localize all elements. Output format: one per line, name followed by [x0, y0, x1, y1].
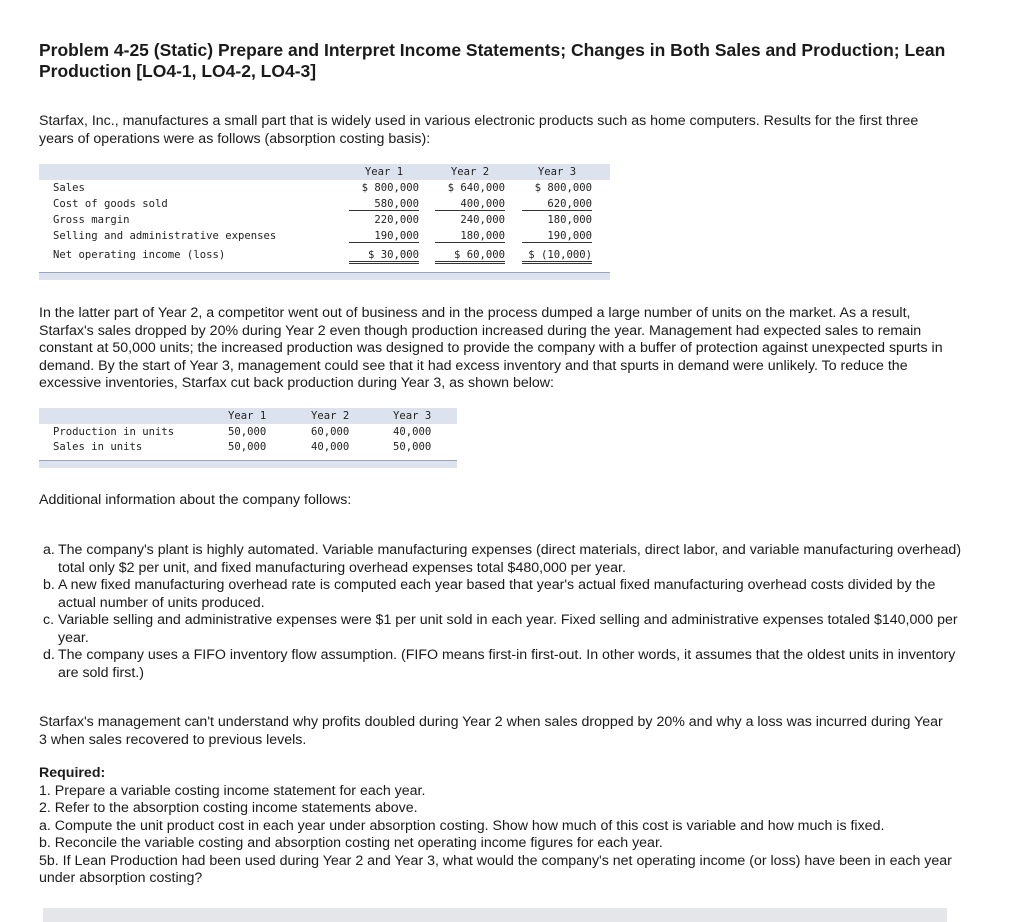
row-label: Production in units — [53, 426, 175, 438]
table-row — [39, 182, 610, 197]
cell-value: 40,000 — [311, 441, 350, 453]
intro-paragraph: Starfax, Inc., manufactures a small part that is widely used in various electronic products such as home computers. Results for the first three years of operations were as follows (absorption costing basis): — [39, 113, 919, 147]
problem-title: Problem 4-25 (Static) Prepare and Interpret Income Statements; Changes in Both Sales and Production; Lean Production [LO4-1, LO4-2, LO4-3] — [39, 40, 946, 81]
list-item-text: A new fixed manufacturing overhead rate is computed each year based that year's actual fixed manufacturing overhead costs divided by the actual number of units produced. — [58, 577, 936, 611]
row-label: Net operating income (loss) — [53, 249, 226, 261]
table-row — [39, 249, 610, 264]
cell-value: $ 800,000 — [361, 182, 419, 194]
cell-value: 400,000 — [435, 198, 505, 211]
row-label: Sales in units — [53, 441, 143, 453]
cell-value: $ 30,000 — [349, 249, 419, 264]
table-row — [39, 214, 610, 229]
column-header-year-3: Year 3 — [393, 410, 432, 422]
list-item — [43, 542, 963, 577]
cell-value: $ (10,000) — [522, 249, 592, 264]
required-section — [39, 765, 964, 888]
additional-info-heading: Additional information about the company follows: — [39, 492, 352, 508]
column-header-year-1: Year 1 — [364, 166, 404, 178]
column-header-year-2: Year 2 — [450, 166, 490, 178]
cell-value: 180,000 — [435, 230, 505, 243]
cell-value: $ 60,000 — [435, 249, 505, 264]
table-header-row — [39, 166, 610, 181]
row-label: Cost of goods sold — [53, 198, 168, 210]
list-marker: b. — [43, 577, 55, 593]
required-line: 2. Refer to the absorption costing income statements above. — [39, 800, 418, 816]
management-paragraph: Starfax's management can't understand why profits doubled during Year 2 when sales dropped by 20% and why a loss was incurred during Year 3 when sales recovered to previous levels. — [39, 714, 943, 748]
cell-value: 40,000 — [393, 426, 432, 438]
cell-value: 220,000 — [374, 214, 419, 226]
list-item-text: The company's plant is highly automated. Variable manufacturing expenses (direct materials, direct labor, and variable manufacturing overhead) total only $2 per unit, and fixed manufacturing overhead expenses total $480,000 per year. — [58, 542, 962, 576]
list-marker: d. — [43, 647, 55, 663]
table-row — [39, 426, 457, 441]
table-header-row — [39, 410, 457, 425]
cell-value: 50,000 — [228, 441, 267, 453]
column-header-year-3: Year 3 — [537, 166, 577, 178]
list-item — [43, 577, 963, 612]
cell-value: $ 800,000 — [534, 182, 592, 194]
required-line: a. Compute the unit product cost in each year under absorption costing. Show how much of this cost is variable and how much is fixed. — [39, 817, 885, 834]
list-item — [43, 612, 963, 647]
table-footer-bar — [39, 272, 610, 280]
required-heading: Required: — [39, 765, 106, 781]
list-item — [43, 647, 963, 682]
bottom-scroll-bar[interactable] — [43, 908, 947, 922]
cell-value: 180,000 — [547, 214, 592, 226]
list-marker: a. — [43, 542, 55, 558]
required-line: 1. Prepare a variable costing income statement for each year. — [39, 782, 426, 799]
list-marker: c. — [43, 612, 55, 628]
row-label: Selling and administrative expenses — [53, 230, 277, 242]
cell-value: 50,000 — [228, 426, 267, 438]
table-footer-bar — [39, 460, 457, 468]
list-item-text: The company uses a FIFO inventory flow assumption. (FIFO means first-in first-out. In other words, it assumes that the oldest units in inventory are sold first.) — [58, 647, 956, 681]
cell-value: 580,000 — [349, 198, 419, 211]
table-row — [39, 198, 610, 213]
required-line: 5b. If Lean Production had been used during Year 2 and Year 3, what would the company's net operating income (or loss) have been in each year under absorption costing? — [39, 852, 952, 886]
competitor-paragraph: In the latter part of Year 2, a competitor went out of business and in the process dumped a large number of units on the market. As a result, Starfax's sales dropped by 20% during Year 2 even though production increased during the year. Management had expected sales to remain constant at 50,000 units; the increased production was designed to provide the company with a buffer of protection against unexpected spurts in demand. By the start of Year 3, management could see that it had excess inventory and that spurts in demand were unlikely. To reduce the excessive inventories, Starfax cut back production during Year 3, as shown below: — [39, 305, 943, 391]
cell-value: 190,000 — [349, 230, 419, 243]
income-statement-table — [39, 164, 610, 280]
cell-value: 620,000 — [522, 198, 592, 211]
cell-value: $ 640,000 — [447, 182, 505, 194]
list-item-text: Variable selling and administrative expenses were $1 per unit sold in each year. Fixed selling and administrative expenses totaled $140,000 per year. — [58, 612, 958, 646]
units-table — [39, 408, 457, 468]
column-header-year-2: Year 2 — [311, 410, 350, 422]
additional-info-list — [43, 542, 963, 682]
table-row — [39, 230, 610, 245]
required-line: b. Reconcile the variable costing and absorption costing net operating income figures for each year. — [39, 835, 663, 851]
column-header-year-1: Year 1 — [228, 410, 267, 422]
row-label: Gross margin — [53, 214, 130, 226]
cell-value: 60,000 — [311, 426, 350, 438]
table-row — [39, 441, 457, 456]
cell-value: 240,000 — [460, 214, 505, 226]
cell-value: 190,000 — [522, 230, 592, 243]
row-label: Sales — [53, 182, 85, 194]
cell-value: 50,000 — [393, 441, 432, 453]
